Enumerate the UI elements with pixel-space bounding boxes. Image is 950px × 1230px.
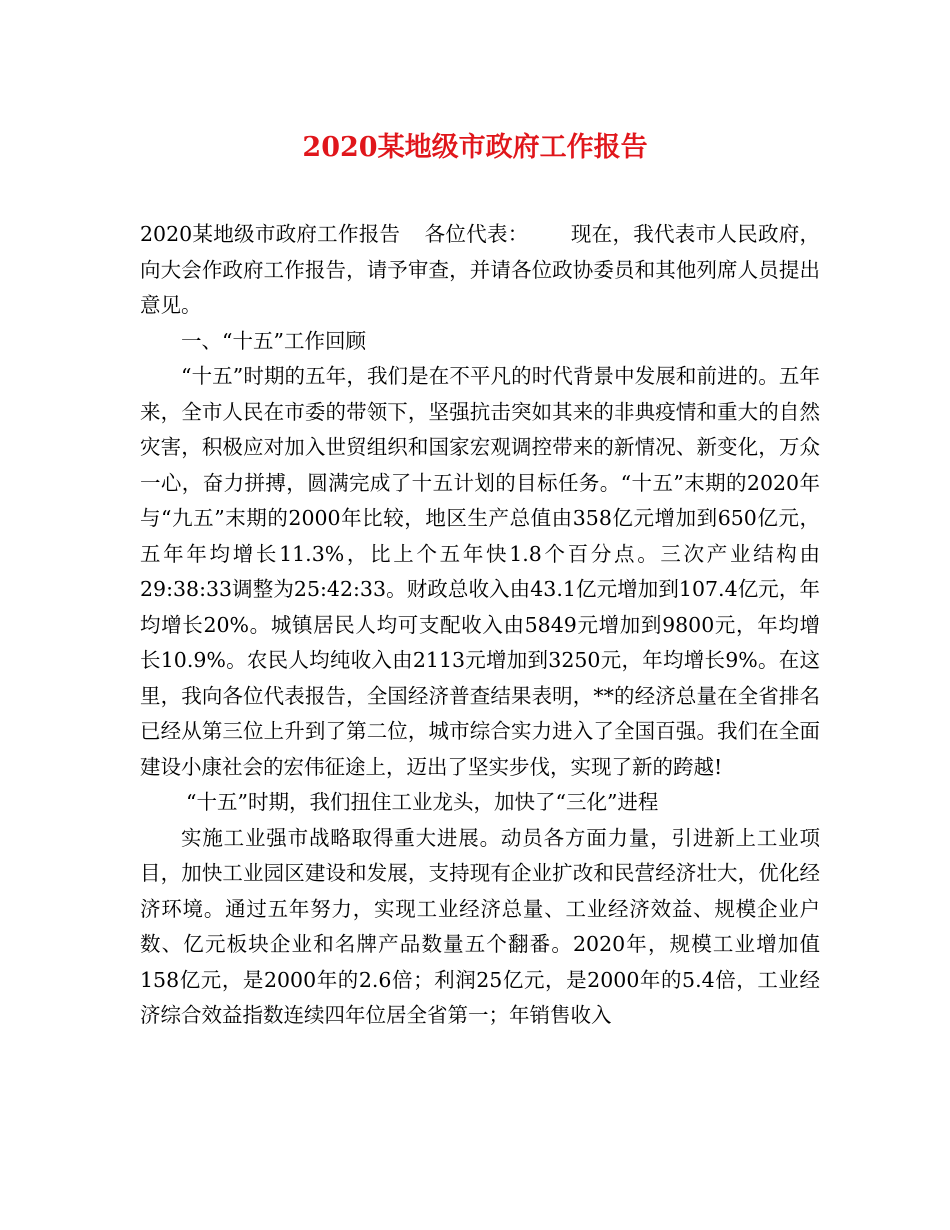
industry-paragraph: 实施工业强市战略取得重大进展。动员各方面力量，引进新上工业项目，加快工业园区建设和发展，支持现有企业扩改和民营经济壮大，优化经济环境。通过五年努力，实现工业经济总量、工业经济效益、规模企业户数、亿元板块企业和名牌产品数量五个翻番。2020年，规模工业增加值158亿元，是2000年的2.6倍；利润25亿元，是2000年的5.4倍，工业经济综合效益指数连续四年位居全省第一；年销售收入: [140, 825, 820, 1027]
intro-text: 现在，我代表市人民政府，向大会作政府工作报告，请予审查，并请各位政协委员和其他列席人员提出意见。: [140, 222, 821, 317]
section-heading: 一、“十五”工作回顾: [181, 328, 366, 353]
intro-paragraph: [140, 217, 820, 324]
intro-salutation: 各位代表：: [424, 222, 529, 246]
intro-report-name: 2020某地级市政府工作报告: [140, 222, 401, 246]
document-body: [140, 217, 820, 1034]
review-paragraph: “十五”时期的五年，我们是在不平凡的时代背景中发展和前进的。五年来，全市人民在市委的带领下，坚强抗击突如其来的非典疫情和重大的自然灾害，积极应对加入世贸组织和国家宏观调控带来的新情况、新变化，万众一心，奋力拼搏，圆满完成了十五计划的目标任务。“十五”末期的2020年与“九五”末期的2000年比较，地区生产总值由358亿元增加到650亿元，五年年均增长11.3%，比上个五年快1.8个百分点。三次产业结构由29:38:33调整为25:42:33。财政总收入由43.1亿元增加到107.4亿元，年均增长20%。城镇居民人均可支配收入由5849元增加到9800元，年均增长10.9%。农民人均纯收入由2113元增加到3250元，年均增长9%。在这里，我向各位代表报告，全国经济普查结果表明，**的经济总量在全省排名已经从第三位上升到了第二位，城市综合实力进入了全国百强。我们在全面建设小康社会的宏伟征途上，迈出了坚实步伐，实现了新的跨越!: [140, 364, 820, 779]
sub-heading: “十五”时期，我们扭住工业龙头，加快了“三化”进程: [186, 790, 659, 814]
document-title: 2020某地级市政府工作报告: [302, 132, 648, 163]
